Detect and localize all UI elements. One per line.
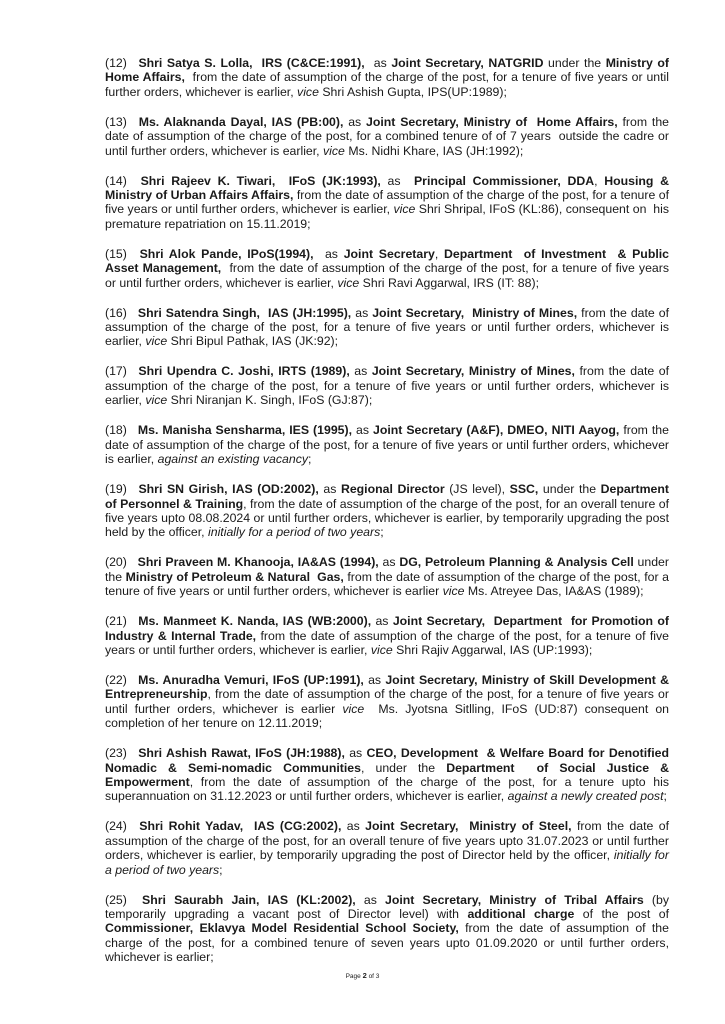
bold-text: Ms. Manisha Sensharma, IES (1995), [137, 423, 353, 438]
bold-text: Shri Alok Pande, IPoS(1994), [139, 246, 314, 261]
italic-text: vice [297, 84, 319, 99]
item-number: (18) [105, 423, 127, 438]
body-text: as [363, 672, 386, 687]
body-text: of the post of [574, 907, 673, 921]
body-text: ; [219, 862, 223, 877]
italic-text: initially for a period of two years [105, 848, 673, 877]
body-text: Shri Niranjan K. Singh, IFoS (GJ:87); [167, 393, 373, 408]
italic-text: vice [145, 334, 168, 349]
bold-text: DG, Petroleum Planning & Analysis Cell [399, 555, 634, 570]
body-text: as [341, 819, 366, 834]
body-text: , [594, 173, 605, 188]
italic-text: against an existing vacancy [157, 452, 309, 467]
bold-text: Joint Secretary, Ministry of Mines, [372, 305, 578, 320]
body-text: from the date of assumption of the charge of the post, for a tenure of five years or until further orders, whichever is earlier, [105, 423, 673, 467]
bold-text: Shri Ashish Rawat, IFoS (JH:1988), [138, 746, 345, 761]
italic-text: vice [342, 701, 365, 716]
bold-text: Joint Secretary, Department for Promotion of Industry & Internal Trade, [105, 614, 673, 643]
body-text: Shri Ravi Aggarwal, IRS (IT: 88); [359, 275, 539, 290]
bold-text: Joint Secretary, Ministry of Mines, [371, 364, 575, 379]
body-text: as [364, 56, 392, 70]
order-item [105, 246, 673, 290]
italic-text: vice [145, 393, 168, 408]
item-number: (13) [105, 114, 127, 129]
bold-text: SSC, [509, 482, 539, 497]
page-label: Page [345, 973, 361, 980]
body-text: as [344, 746, 367, 761]
order-item [105, 305, 673, 349]
body-text: from the date of assumption of the charge of the post, for a combined tenure of seven years upto 01.09.2020 or until further orders, whichever is earlier; [105, 921, 673, 965]
body-text: Ms. Atreyee Das, IA&AS (1989); [464, 584, 644, 599]
page-of: of [368, 973, 374, 980]
bold-text: Joint Secretary, Ministry of Steel, [365, 819, 572, 834]
page-total: 3 [375, 973, 380, 980]
body-text: , from the date of assumption of the charge of the post, for a tenure upto his superannuation on 31.12.2023 or until further orders, whichever is earlier, [105, 774, 673, 804]
page-footer [0, 971, 725, 980]
body-text: as [371, 614, 393, 629]
item-number: (19) [105, 482, 127, 497]
body-text: from the date of assumption of the charge of the post, for a tenure of five years or until further orders, whichever is earlier, [105, 364, 673, 408]
bold-text: Shri Satendra Singh, IAS (JH:1995), [137, 305, 352, 320]
document-body [105, 56, 676, 980]
body-text: under the [538, 482, 601, 497]
order-item [105, 423, 673, 467]
page-current: 2 [362, 971, 367, 980]
order-item [105, 892, 673, 965]
bold-text: Ms. Manmeet K. Nanda, IAS (WB:2000), [138, 614, 372, 629]
body-text: , from the date of assumption of the charge of the post, for a tenure of five years or until further orders, whichever is earlier [105, 687, 673, 716]
body-text: Ms. Nidhi Khare, IAS (JH:1992); [344, 143, 524, 158]
item-number: (25) [105, 892, 127, 907]
item-number: (16) [105, 305, 127, 320]
body-text: under the [105, 555, 673, 584]
item-number: (22) [105, 672, 127, 687]
bold-text: Shri Rohit Yadav, IAS (CG:2002), [139, 819, 342, 834]
italic-text: vice [337, 275, 360, 290]
body-text: from the date of assumption of the charge of the post, for a tenure of five years or until further orders, whichever is earlier, [105, 305, 673, 349]
body-text: from the date of assumption of the charge of the post, for a combined tenure of of 7 years outside the cadre or until further orders, whichever is earlier, [105, 114, 673, 158]
bold-text: Housing & Ministry of Urban Affairs Affairs, [105, 173, 673, 203]
bold-text: Department of Investment & Public Asset Management, [105, 246, 672, 276]
body-text: , from the date of assumption of the charge of the post, for an overall tenure of five years upto 08.08.2024 or until further orders, whichever is earlier, by temporarily upgrading the post held by the officer, [105, 496, 673, 540]
item-number: (14) [105, 173, 127, 188]
body-text: as [349, 364, 372, 379]
item-number: (12) [105, 56, 127, 70]
body-text: Ms. Jyotsna Sitlling, IFoS (UD:87) consequent on completion of her tenure on 12.11.2019; [105, 701, 673, 731]
body-text: Shri Ashish Gupta, IPS(UP:1989); [318, 84, 507, 99]
bold-text: Department of Social Justice & Empowerment [105, 760, 673, 789]
order-item [105, 555, 673, 599]
body-text: from the date of assumption of the charge of the post, for an overall tenure of five years upto 31.07.2023 or until further orders, whichever is earlier, by temporarily upgrading the post of Director held by the officer, [105, 819, 673, 863]
item-number: (24) [105, 819, 127, 834]
order-item [105, 173, 673, 232]
italic-text: against a newly created post [507, 789, 664, 804]
item-number: (17) [105, 364, 127, 379]
body-text: from the date of assumption of the charge of the post, for a tenure of five years or until further orders, whichever is earlier, [105, 261, 673, 290]
body-text: as [352, 423, 373, 438]
order-item [105, 364, 673, 408]
order-item [105, 819, 673, 877]
body-text: as [380, 173, 414, 188]
body-text: (JS level), [444, 482, 510, 497]
bold-text: Shri Satya S. Lolla, IRS (C&CE:1991), [138, 56, 365, 70]
body-text: as [343, 114, 367, 129]
item-number: (21) [105, 614, 127, 629]
body-text: under the [543, 56, 606, 70]
body-text: from the date of assumption of the charge of the post, for a tenure of five years or until further orders, whichever is earlier, [105, 70, 673, 99]
body-text: as [313, 246, 344, 261]
bold-text: Commissioner, Eklavya Model Residential School Society, [105, 921, 459, 936]
bold-text: Joint Secretary, Ministry of Home Affairs, [366, 114, 618, 129]
bold-text: Joint Secretary, Ministry of Tribal Affairs [385, 892, 644, 907]
order-item [105, 56, 673, 99]
order-item [105, 482, 676, 540]
body-text: Shri Rajiv Aggarwal, IAS (UP:1993); [392, 642, 593, 657]
body-text: (by temporarily upgrading a vacant post of Director level) with [105, 892, 673, 921]
body-text: from the date of assumption of the charge of the post, for a tenure of five years or until further orders, whichever is earlier [105, 569, 673, 599]
body-text: from the date of assumption of the charge of the post, for a tenure of five years or until further orders, whichever is earlier, [105, 628, 673, 657]
body-text: ; [308, 452, 312, 467]
body-text: from the date of assumption of the charge of the post, for a tenure of five years or until further orders, whichever is earlier, [105, 188, 673, 217]
bold-text: Ms. Anuradha Vemuri, IFoS (UP:1991), [138, 672, 364, 687]
bold-text: additional charge [467, 907, 575, 921]
bold-text: Department of Personnel & Training [105, 482, 676, 511]
bold-text: Shri Rajeev K. Tiwari, IFoS (JK:1993), [140, 173, 381, 188]
body-text: ; [380, 525, 384, 540]
bold-text: Ministry of Home Affairs, [105, 56, 673, 85]
body-text: as [378, 555, 400, 570]
bold-text: Joint Secretary (A&F), DMEO, NITI Aayog, [373, 423, 620, 438]
bold-text: Joint Secretary [343, 246, 435, 261]
order-item [105, 614, 673, 657]
order-item [105, 672, 673, 731]
italic-text: initially for a period of two years [208, 525, 381, 540]
bold-text: Ms. Alaknanda Dayal, IAS (PB:00), [138, 114, 344, 129]
bold-text: Principal Commissioner, DDA [413, 173, 595, 188]
body-text: as [355, 892, 386, 907]
bold-text: Joint Secretary, Ministry of Skill Development & Entrepreneurship [105, 672, 673, 702]
body-text: Shri Bipul Pathak, IAS (JK:92); [167, 334, 339, 349]
item-number: (15) [105, 246, 127, 261]
order-item [105, 746, 673, 804]
bold-text: Shri Praveen M. Khanooja, IA&AS (1994), [137, 555, 379, 570]
bold-text: Shri SN Girish, IAS (OD:2002), [138, 482, 319, 497]
body-text: , [434, 246, 445, 261]
bold-text: Shri Saurabh Jain, IAS (KL:2002), [142, 892, 356, 907]
body-text: ; [663, 789, 667, 804]
bold-text: Regional Director [340, 482, 445, 497]
item-number: (20) [105, 555, 127, 570]
order-item [105, 114, 673, 158]
bold-text: Shri Upendra C. Joshi, IRTS (1989), [138, 364, 350, 379]
body-text: Shri Shripal, IFoS (KL:86), consequent on his premature repatriation on 15.11.2019; [105, 202, 673, 231]
italic-text: vice [393, 202, 416, 217]
bold-text: Ministry of Petroleum & Natural Gas, [125, 569, 344, 584]
body-text: , under the [360, 760, 447, 775]
italic-text: vice [370, 642, 393, 657]
body-text: as [351, 305, 373, 320]
bold-text: CEO, Development & Welfare Board for Denotified Nomadic & Semi-nomadic Communities [105, 746, 673, 775]
italic-text: vice [323, 143, 345, 158]
italic-text: vice [442, 584, 465, 599]
bold-text: Joint Secretary, NATGRID [391, 56, 544, 70]
body-text: as [318, 482, 341, 497]
item-number: (23) [105, 746, 127, 761]
